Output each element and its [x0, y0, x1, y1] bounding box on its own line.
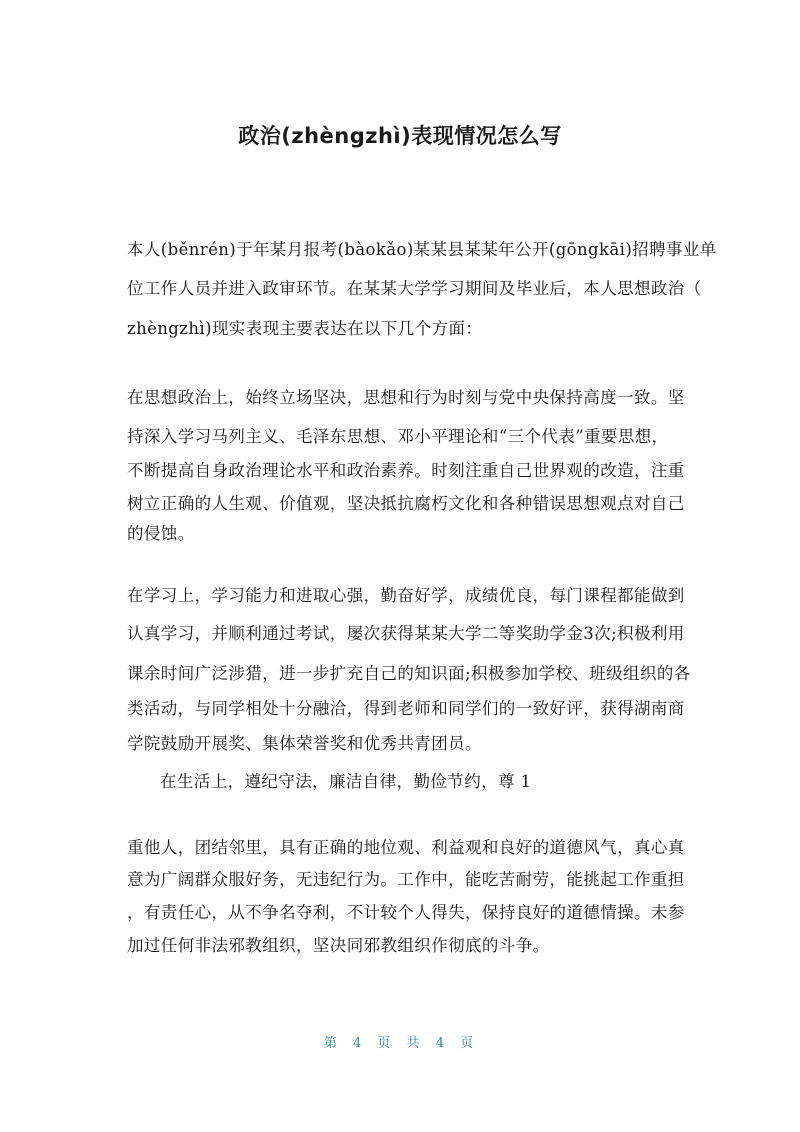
paragraph-2-line-5: 的侵蚀。: [127, 524, 195, 543]
paragraph-2-line-2: 持深入学习马列主义、毛泽东思想、邓小平理论和“三个代表”重要思想，: [127, 427, 669, 446]
page-indicator: 第 4 页 共 4 页: [323, 1036, 477, 1051]
paragraph-2-line-3: 不断提高自身政治理论水平和政治素养。时刻注重自己世界观的改造，注重: [127, 461, 685, 480]
paragraph-4-indented-line: 在生活上，遵纪守法，廉洁自律，勤俭节约，尊 1: [160, 772, 532, 791]
paragraph-3-line-4: 类活动，与同学相处十分融洽，得到老师和同学们的一致好评，获得湖南商: [127, 699, 685, 718]
paragraph-3-line-3: 课余时间广泛涉猎，进一步扩充自己的知识面;积极参加学校、班级组织的各: [127, 664, 691, 683]
document-title: 政治(zhèngzhì)表现情况怎么写: [238, 124, 562, 148]
paragraph-5-line-3: ，有责任心，从不争名夺利，不计较个人得失，保持良好的道德情操。未参: [127, 903, 685, 922]
paragraph-5-line-2: 意为广阔群众服好务，无违纪行为。工作中，能吃苦耐劳，能挑起工作重担: [127, 870, 685, 889]
paragraph-3-line-5: 学院鼓励开展奖、集体荣誉奖和优秀共青团员。: [127, 734, 482, 753]
paragraph-2-line-1: 在思想政治上，始终立场坚决，思想和行为时刻与党中央保持高度一致。坚: [127, 388, 685, 407]
paragraph-1-line-2: 位工作人员并进入政审环节。在某某大学学习期间及毕业后，本人思想政治（: [127, 279, 702, 298]
paragraph-3-line-2: 认真学习，并顺利通过考试，屡次获得某某大学二等奖助学金3次;积极利用: [127, 624, 685, 643]
paragraph-3-line-1: 在学习上，学习能力和进取心强，勤奋好学，成绩优良，每门课程都能做到: [127, 586, 685, 605]
paragraph-5-line-1: 重他人，团结邻里，具有正确的地位观、利益观和良好的道德风气，真心真: [127, 838, 685, 857]
paragraph-5-line-4: 加过任何非法邪教组织，坚决同邪教组织作彻底的斗争。: [127, 936, 550, 955]
paragraph-2-line-4: 树立正确的人生观、价值观，坚决抵抗腐朽文化和各种错误思想观点对自己: [127, 494, 685, 513]
paragraph-1-line-1: 本人(běnrén)于年某月报考(bàokǎo)某某县某某年公开(gōngkāi)招聘事业单: [127, 240, 717, 259]
paragraph-1-line-3: zhèngzhì)现实表现主要表达在以下几个方面：: [127, 319, 483, 338]
